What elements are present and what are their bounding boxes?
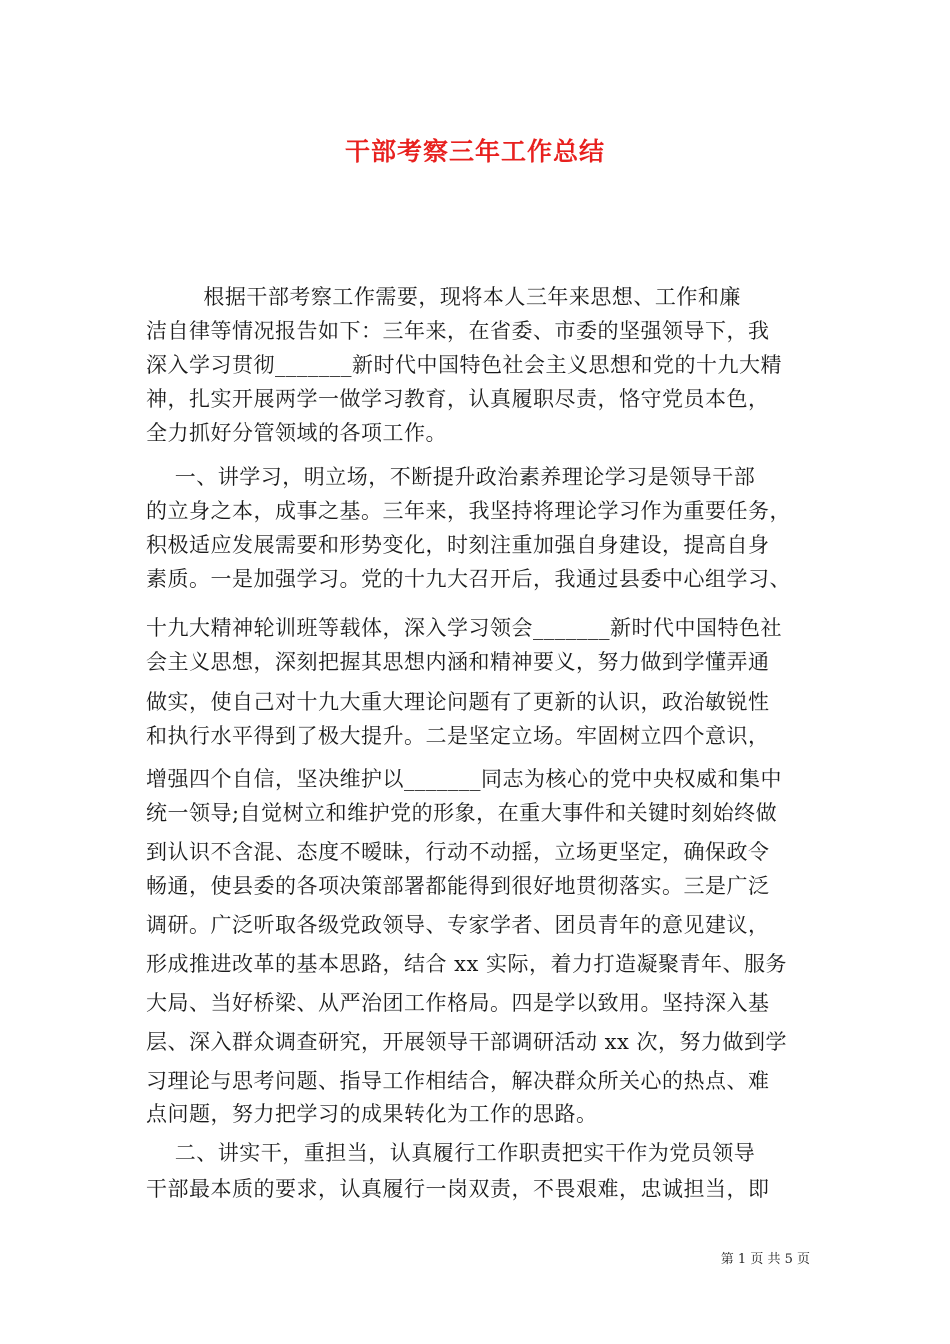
body-line: 一、讲学习，明立场，不断提升政治素养理论学习是领导干部 <box>146 465 756 489</box>
body-line: 干部最本质的要求，认真履行一岗双责，不畏艰难，忠诚担当，即 <box>146 1177 770 1201</box>
body-line: 和执行水平得到了极大提升。二是坚定立场。牢固树立四个意识， <box>146 724 770 748</box>
body-line: 十九大精神轮训班等载体，深入学习领会_______新时代中国特色社 <box>146 616 782 640</box>
body-line: 增强四个自信，坚决维护以_______同志为核心的党中央权威和集中 <box>146 767 782 791</box>
page-title: 干部考察三年工作总结 <box>344 137 605 166</box>
body-line: 调研。广泛听取各级党政领导、专家学者、团员青年的意见建议， <box>146 913 770 937</box>
body-line: 积极适应发展需要和形势变化，时刻注重加强自身建设，提高自身 <box>146 533 770 557</box>
body-line: 到认识不含混、态度不暧昧，行动不动摇，立场更坚定，确保政令 <box>146 840 770 864</box>
body-line: 做实，使自己对十九大重大理论问题有了更新的认识，政治敏锐性 <box>146 690 770 714</box>
body-line: 二、讲实干，重担当，认真履行工作职责把实干作为党员领导 <box>146 1141 756 1165</box>
body-line: 根据干部考察工作需要，现将本人三年来思想、工作和廉 <box>146 285 741 309</box>
body-line: 统一领导;自觉树立和维护党的形象，在重大事件和关键时刻始终做 <box>146 801 778 825</box>
page-number: 第 1 页 共 5 页 <box>720 1252 810 1267</box>
body-line: 点问题，努力把学习的成果转化为工作的思路。 <box>146 1102 598 1126</box>
body-line: 素质。一是加强学习。党的十九大召开后，我通过县委中心组学习、 <box>146 567 791 591</box>
body-line: 畅通，使县委的各项决策部署都能得到很好地贯彻落实。三是广泛 <box>146 874 770 898</box>
body-line: 习理论与思考问题、指导工作相结合，解决群众所关心的热点、难 <box>146 1069 770 1093</box>
body-line: 洁自律等情况报告如下：三年来，在省委、市委的坚强领导下，我 <box>146 319 770 343</box>
body-line: 全力抓好分管领域的各项工作。 <box>146 421 447 445</box>
body-line: 会主义思想，深刻把握其思想内涵和精神要义，努力做到学懂弄通 <box>146 650 770 674</box>
body-line: 形成推进改革的基本思路，结合 xx 实际，着力打造凝聚青年、服务 <box>146 952 788 976</box>
body-line: 大局、当好桥梁、从严治团工作格局。四是学以致用。坚持深入基 <box>146 991 770 1015</box>
body-line: 的立身之本，成事之基。三年来，我坚持将理论学习作为重要任务， <box>146 499 791 523</box>
body-line: 深入学习贯彻_______新时代中国特色社会主义思想和党的十九大精 <box>146 353 782 377</box>
body-line: 层、深入群众调查研究，开展领导干部调研活动 xx 次，努力做到学 <box>146 1030 788 1054</box>
body-line: 神，扎实开展两学一做学习教育，认真履职尽责，恪守党员本色， <box>146 387 770 411</box>
